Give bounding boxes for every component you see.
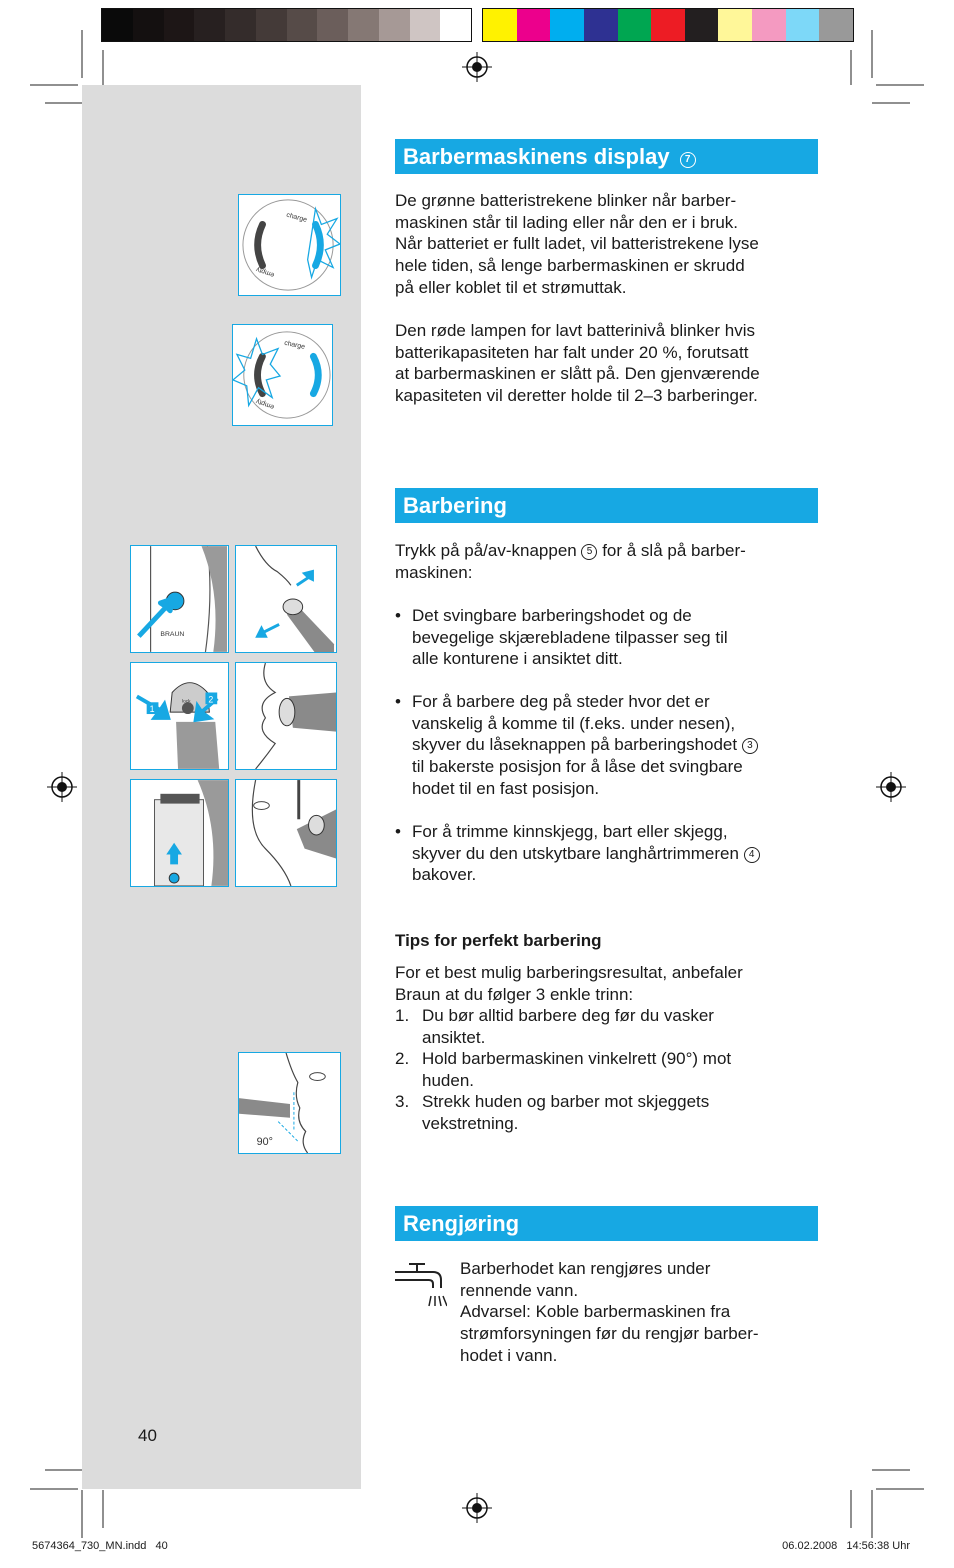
water-tap-icon — [393, 1260, 447, 1312]
gray-swatch-2 — [133, 9, 164, 41]
gray-swatch-8 — [317, 9, 348, 41]
angle-label: 90° — [256, 1136, 273, 1149]
display-paragraph-1: De grønne batteristrekene blinker når barber- maskinen står til lading eller når den er i bruk. Når batteriet er fullt ladet, vil batteristrekene lyse hele tiden, så lenge barbermaskinen er skrudd på eller koblet til et strømuttak. — [395, 191, 759, 297]
color-bar-grayscale — [101, 8, 472, 42]
display-paragraph-2: Den røde lampen for lavt batterinivå blinker hvis batterikapasiteten har falt under 20 %, forutsatt at barbermaskinen er slått på. Den gjenværende kapasiteten vil deretter holde til 2–3 barberinger. — [395, 321, 760, 406]
tips-step-3-text: Strekk huden og barber mot skjeggets vekstretning. — [422, 1092, 710, 1133]
display-charge-label: charge — [285, 211, 308, 224]
display-empty-label-2: empty — [255, 397, 276, 411]
bullet-trimmer-text-b: bakover. — [412, 865, 477, 885]
lock-step-1: 1 — [149, 704, 155, 715]
color-swatch-3 — [550, 9, 584, 41]
cleaning-text: Barberhodet kan rengjøres under rennende vann. Advarsel: Koble barbermaskinen fra strømforsyningen før du rengjør barber- hodet i vann. — [460, 1259, 759, 1365]
footer-timestamp: 06.02.2008 14:56:38 Uhr — [782, 1540, 910, 1552]
figure-shaver-lock-button — [130, 662, 229, 770]
figure-display-low-battery — [232, 324, 333, 426]
bullet-pivot-head-text: Det svingbare barberingshodet og de bevegelige skjærebladene tilpasser seg til alle konturene i ansiktet ditt. — [412, 606, 728, 669]
tips-step-1-number: 1. — [395, 1006, 410, 1025]
bullet-lock-head-text-b: til bakerste posisjon for å låse det svingbare hodet til en fast posisjon. — [412, 757, 743, 798]
figure-shaver-trimmer — [130, 779, 229, 887]
color-swatch-8 — [718, 9, 752, 41]
section-title-cleaning: Rengjøring — [395, 1206, 818, 1241]
gray-swatch-5 — [225, 9, 256, 41]
figure-shaver-sideburns — [235, 779, 337, 887]
tips-step-2-text: Hold barbermaskinen vinkelrett (90°) mot huden. — [422, 1049, 732, 1090]
bullet-dot: • — [395, 692, 401, 711]
bullet-dot: • — [395, 606, 401, 625]
registration-mark-left — [47, 772, 77, 802]
gray-swatch-9 — [348, 9, 379, 41]
gray-swatch-1 — [102, 9, 133, 41]
gray-swatch-3 — [164, 9, 195, 41]
section-title-display-text: Barbermaskinens display — [403, 144, 670, 169]
color-swatch-10 — [786, 9, 820, 41]
section-title-display — [395, 139, 818, 174]
color-swatch-11 — [819, 9, 853, 41]
display-charge-label-2: charge — [283, 339, 306, 351]
ref-number-3: 3 — [742, 738, 758, 754]
tips-step-3-number: 3. — [395, 1092, 410, 1111]
bullet-trimmer-text-a: For å trimme kinnskjegg, bart eller skjegg, skyver du den utskytbare langhårtrimmeren — [412, 822, 739, 863]
ref-number-7: 7 — [680, 152, 696, 168]
color-swatch-9 — [752, 9, 786, 41]
gray-swatch-7 — [287, 9, 318, 41]
shaving-intro — [395, 540, 825, 583]
gray-swatch-4 — [194, 9, 225, 41]
shaving-intro-a: Trykk på på/av-knappen — [395, 541, 582, 560]
color-swatch-2 — [517, 9, 551, 41]
display-empty-label: empty — [255, 265, 276, 279]
gray-swatch-12 — [440, 9, 471, 41]
gray-swatch-11 — [410, 9, 441, 41]
tips-step-2-number: 2. — [395, 1049, 410, 1068]
figure-shaver-90-degree — [238, 1052, 341, 1154]
section-title-shaving: Barbering — [395, 488, 818, 523]
tips-title: Tips for perfekt barbering — [395, 931, 602, 950]
ref-number-5: 5 — [581, 544, 597, 560]
gray-swatch-10 — [379, 9, 410, 41]
color-swatch-5 — [618, 9, 652, 41]
tips-step-1-text: Du bør alltid barbere deg før du vasker ansiktet. — [422, 1006, 714, 1047]
figure-shaver-pivot-head — [235, 545, 337, 653]
figure-display-charging — [238, 194, 341, 296]
color-swatch-4 — [584, 9, 618, 41]
figure-shaver-under-nose — [235, 662, 337, 770]
bullet-dot: • — [395, 822, 401, 841]
lock-label: lock — [181, 699, 191, 705]
shaver-brand-label: BRAUN — [160, 631, 185, 639]
tips-intro: For et best mulig barberingsresultat, anbefaler Braun at du følger 3 enkle trinn: — [395, 963, 743, 1004]
gray-swatch-6 — [256, 9, 287, 41]
bullet-lock-head-text-a: For å barbere deg på steder hvor det er vanskelig å komme til (f.eks. under nesen), skyver du låseknappen på barberingshodet — [412, 692, 738, 755]
color-bar-process — [482, 8, 854, 42]
ref-number-4: 4 — [744, 847, 760, 863]
registration-mark-right — [876, 772, 906, 802]
registration-mark-bottom — [462, 1493, 492, 1523]
color-swatch-1 — [483, 9, 517, 41]
color-swatch-7 — [685, 9, 719, 41]
page-number: 40 — [138, 1426, 157, 1445]
shaving-intro-b: for å slå på barber- maskinen: — [395, 541, 746, 582]
footer-file-info: 5674364_730_MN.indd 40 — [32, 1540, 168, 1552]
figure-shaver-power-button — [130, 545, 229, 653]
color-swatch-6 — [651, 9, 685, 41]
registration-mark-top — [462, 52, 492, 82]
lock-step-2: 2 — [208, 694, 214, 705]
